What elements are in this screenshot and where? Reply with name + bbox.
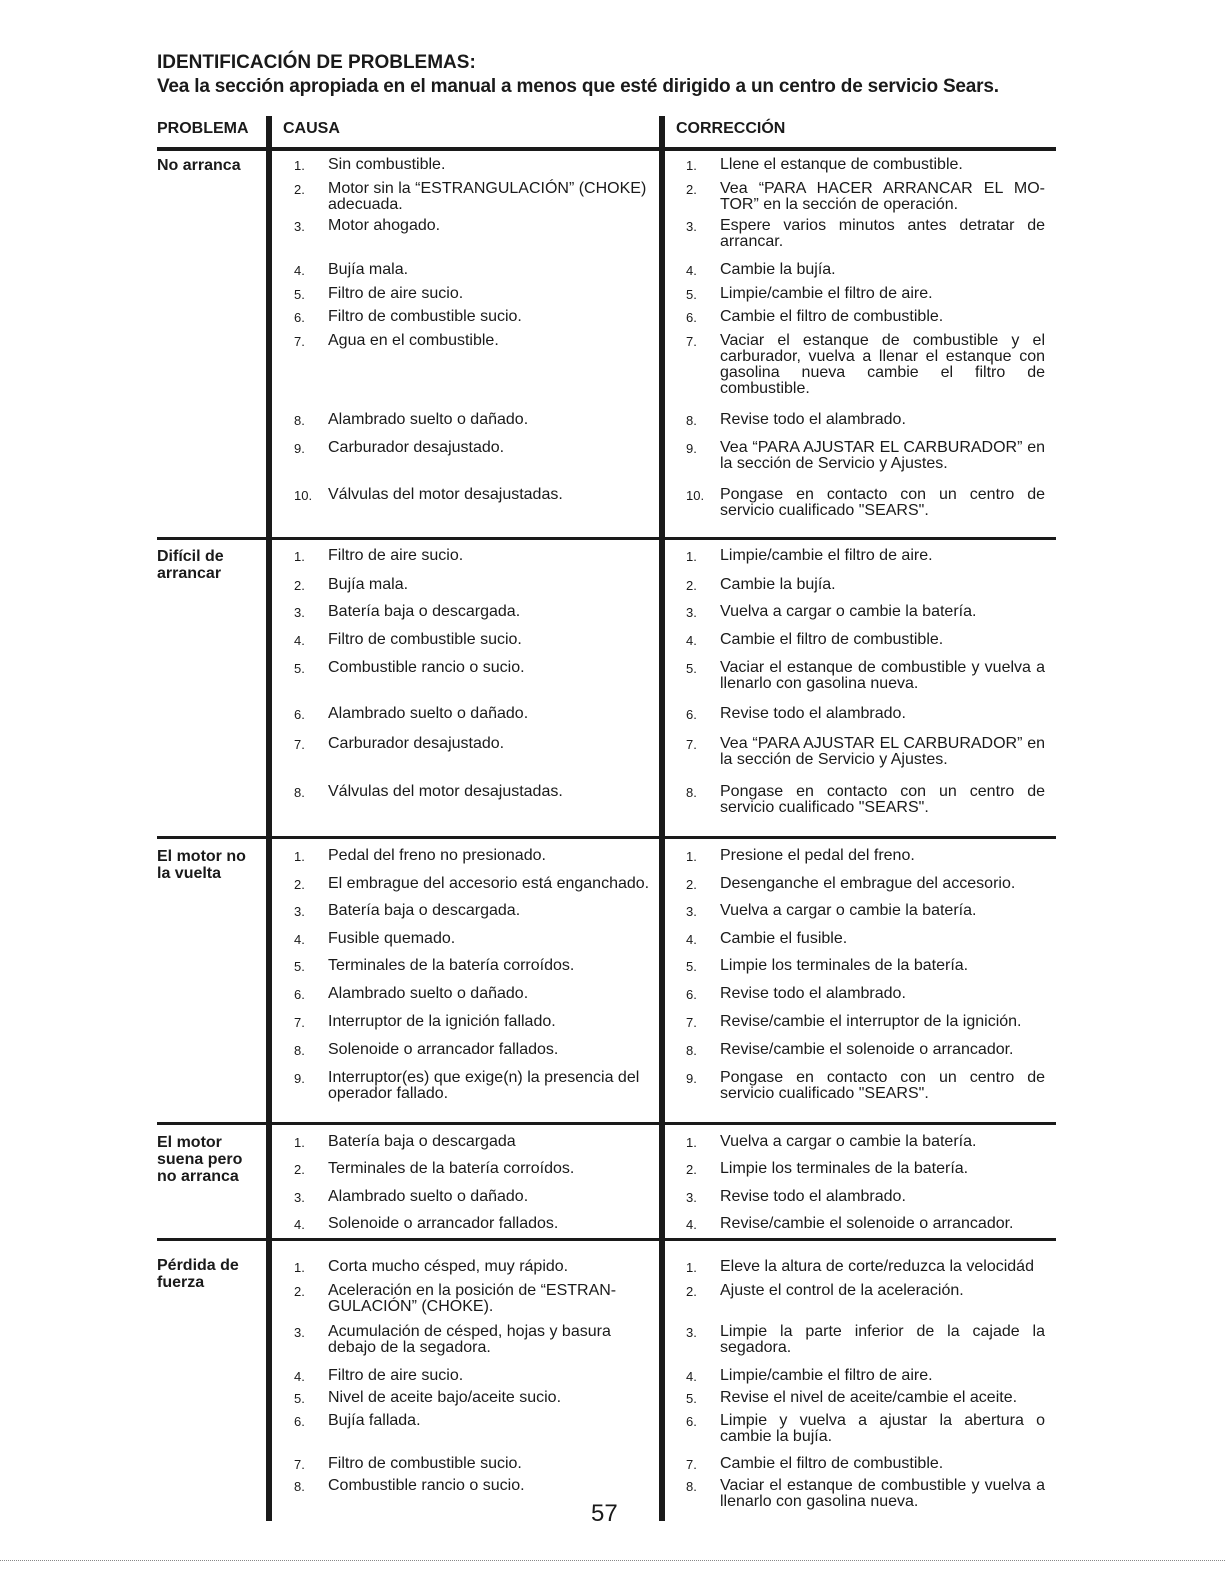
item-text: Eleve la altura de corte/reduzca la velocidád (720, 1258, 1034, 1275)
item-text: Cambie el filtro de combustible. (720, 308, 944, 325)
item-number: 1. (294, 1260, 305, 1275)
item-text: Llene el estanque de combustible. (720, 156, 963, 173)
item-text: Revise/cambie el solenoide o arrancador. (720, 1215, 1014, 1232)
item-number: 5. (294, 661, 305, 676)
item-text: Alambrado suelto o dañado. (328, 411, 529, 428)
item-text: Carburador desajustado. (328, 735, 505, 752)
item-text: Aceleración en la posición de “ESTRAN-GULACIÓN” (CHOKE). (328, 1282, 617, 1315)
item-text: Motor ahogado. (328, 217, 441, 234)
item-text: Espere varios minutos antes detratar de arrancar. (720, 217, 1045, 250)
item-number: 2. (294, 1162, 305, 1177)
item-number: 2. (686, 1284, 697, 1299)
item-number: 1. (294, 849, 305, 864)
item-text: Solenoide o arrancador fallados. (328, 1041, 559, 1058)
item-number: 7. (686, 1457, 697, 1472)
item-number: 10. (686, 488, 705, 503)
item-text: Válvulas del motor desajustadas. (328, 486, 563, 503)
item-number: 6. (686, 707, 697, 722)
item-number: 7. (294, 1457, 305, 1472)
item-number: 7. (686, 737, 697, 752)
item-number: 6. (294, 310, 305, 325)
item-number: 1. (686, 1260, 697, 1275)
item-text: Vaciar el estanque de combustible y vuelva a llenarlo con gasolina nueva. (720, 659, 1045, 692)
item-number: 3. (294, 219, 305, 234)
item-number: 3. (686, 1325, 697, 1340)
item-number: 3. (294, 1325, 305, 1340)
item-number: 9. (294, 441, 305, 456)
item-text: Batería baja o descargada (328, 1133, 516, 1150)
item-text: Filtro de combustible sucio. (328, 1455, 522, 1472)
item-text: Filtro de aire sucio. (328, 285, 464, 302)
problem-label: No arranca (157, 157, 241, 174)
page-number: 57 (591, 1500, 618, 1527)
item-number: 9. (294, 1071, 305, 1086)
item-text: Revise todo el alambrado. (720, 411, 906, 428)
problem-label: Pérdida de fuerza (157, 1257, 239, 1291)
item-number: 1. (294, 158, 305, 173)
item-number: 1. (686, 849, 697, 864)
item-text: Terminales de la batería corroídos. (328, 957, 575, 974)
item-text: Interruptor de la ignición fallado. (328, 1013, 556, 1030)
item-number: 4. (686, 263, 697, 278)
item-number: 3. (294, 605, 305, 620)
item-text: Pongase en contacto con un centro de servicio cualificado "SEARS". (720, 783, 1045, 816)
item-number: 6. (294, 1414, 305, 1429)
item-number: 8. (294, 1479, 305, 1494)
item-number: 1. (294, 1135, 305, 1150)
item-number: 2. (686, 182, 697, 197)
page-subtitle: Vea la sección apropiada en el manual a menos que esté dirigido a un centro de servicio Sears. (157, 76, 999, 97)
item-number: 5. (294, 959, 305, 974)
item-text: Carburador desajustado. (328, 439, 505, 456)
item-text: Batería baja o descargada. (328, 603, 521, 620)
item-text: Limpie la parte inferior de la cajade la segadora. (720, 1323, 1045, 1356)
item-number: 8. (686, 1479, 697, 1494)
item-text: Cambie el filtro de combustible. (720, 631, 944, 648)
item-text: Filtro de combustible sucio. (328, 631, 522, 648)
bottom-border (0, 1560, 1225, 1561)
item-number: 10. (294, 488, 313, 503)
item-text: Bujía fallada. (328, 1412, 421, 1429)
item-number: 7. (294, 1015, 305, 1030)
item-text: Combustible rancio o sucio. (328, 1477, 525, 1494)
item-text: Revise todo el alambrado. (720, 705, 906, 722)
item-text: Revise/cambie el interruptor de la ignición. (720, 1013, 1022, 1030)
item-text: Motor sin la “ESTRANGULACIÓN” (CHOKE) adecuada. (328, 180, 647, 213)
item-number: 4. (294, 1217, 305, 1232)
header-rule (157, 147, 1056, 151)
item-number: 3. (294, 904, 305, 919)
section-divider (157, 836, 1056, 839)
item-number: 2. (294, 1284, 305, 1299)
item-number: 8. (294, 1043, 305, 1058)
item-number: 2. (686, 578, 697, 593)
item-text: Filtro de combustible sucio. (328, 308, 522, 325)
item-text: Válvulas del motor desajustadas. (328, 783, 563, 800)
item-number: 9. (686, 1071, 697, 1086)
item-text: Cambie la bujía. (720, 261, 836, 278)
item-text: Bujía mala. (328, 576, 409, 593)
item-text: Cambie la bujía. (720, 576, 836, 593)
item-number: 5. (294, 287, 305, 302)
column-header-cause: CAUSA (283, 120, 340, 137)
item-text: Presione el pedal del freno. (720, 847, 915, 864)
item-text: Agua en el combustible. (328, 332, 499, 349)
column-divider-right (659, 116, 665, 1521)
item-number: 5. (294, 1391, 305, 1406)
problem-label: El motor no la vuelta (157, 848, 246, 882)
item-number: 7. (686, 1015, 697, 1030)
item-text: Combustible rancio o sucio. (328, 659, 525, 676)
item-number: 2. (294, 578, 305, 593)
item-number: 3. (686, 1190, 697, 1205)
item-text: Corta mucho césped, muy rápido. (328, 1258, 569, 1275)
item-text: Desenganche el embrague del accesorio. (720, 875, 1016, 892)
item-text: Interruptor(es) que exige(n) la presencia del operador fallado. (328, 1069, 640, 1102)
item-text: Alambrado suelto o dañado. (328, 1188, 529, 1205)
item-text: Batería baja o descargada. (328, 902, 521, 919)
item-text: Sin combustible. (328, 156, 446, 173)
item-text: Limpie y vuelva a ajustar la abertura o cambie la bujía. (720, 1412, 1045, 1445)
item-number: 1. (686, 549, 697, 564)
problem-label: Difícil de arrancar (157, 548, 224, 582)
item-text: Vea “PARA HACER ARRANCAR EL MO-TOR” en la sección de operación. (720, 180, 1045, 213)
item-text: Pongase en contacto con un centro de servicio cualificado "SEARS". (720, 486, 1045, 519)
section-divider (157, 1238, 1056, 1241)
section-divider (157, 1122, 1056, 1125)
item-text: Limpie los terminales de la batería. (720, 1160, 969, 1177)
item-number: 2. (686, 877, 697, 892)
item-number: 1. (686, 1135, 697, 1150)
column-header-problem: PROBLEMA (157, 120, 249, 137)
page-title: IDENTIFICACIÓN DE PROBLEMAS: (157, 52, 476, 73)
section-divider (157, 537, 1056, 540)
item-number: 3. (294, 1190, 305, 1205)
item-number: 5. (686, 661, 697, 676)
item-number: 8. (686, 785, 697, 800)
item-text: Alambrado suelto o dañado. (328, 705, 529, 722)
item-number: 4. (294, 1369, 305, 1384)
item-number: 8. (686, 413, 697, 428)
item-text: Filtro de aire sucio. (328, 1367, 464, 1384)
column-divider-left (266, 116, 272, 1521)
item-text: Revise todo el alambrado. (720, 1188, 906, 1205)
item-text: Fusible quemado. (328, 930, 456, 947)
item-number: 2. (686, 1162, 697, 1177)
item-text: Filtro de aire sucio. (328, 547, 464, 564)
item-text: Revise el nivel de aceite/cambie el aceite. (720, 1389, 1018, 1406)
item-number: 7. (686, 334, 697, 349)
item-text: Vuelva a cargar o cambie la batería. (720, 603, 977, 620)
item-text: Bujía mala. (328, 261, 409, 278)
item-text: Solenoide o arrancador fallados. (328, 1215, 559, 1232)
item-number: 3. (686, 605, 697, 620)
item-number: 2. (294, 182, 305, 197)
item-text: Limpie/cambie el filtro de aire. (720, 285, 933, 302)
item-number: 8. (686, 1043, 697, 1058)
item-number: 6. (686, 987, 697, 1002)
item-text: Vea “PARA AJUSTAR EL CARBURADOR” en la sección de Servicio y Ajustes. (720, 439, 1045, 472)
item-number: 3. (686, 219, 697, 234)
item-text: Vuelva a cargar o cambie la batería. (720, 1133, 977, 1150)
item-text: Revise todo el alambrado. (720, 985, 906, 1002)
item-text: Vea “PARA AJUSTAR EL CARBURADOR” en la sección de Servicio y Ajustes. (720, 735, 1045, 768)
item-number: 6. (294, 987, 305, 1002)
item-text: Nivel de aceite bajo/aceite sucio. (328, 1389, 562, 1406)
problem-label: El motor suena pero no arranca (157, 1134, 243, 1185)
item-number: 4. (686, 1217, 697, 1232)
item-number: 8. (294, 785, 305, 800)
item-text: Acumulación de césped, hojas y basura debajo de la segadora. (328, 1323, 611, 1356)
item-number: 8. (294, 413, 305, 428)
item-number: 4. (686, 932, 697, 947)
item-number: 9. (686, 441, 697, 456)
item-text: Vuelva a cargar o cambie la batería. (720, 902, 977, 919)
item-text: Limpie/cambie el filtro de aire. (720, 1367, 933, 1384)
item-number: 6. (686, 310, 697, 325)
item-text: Cambie el filtro de combustible. (720, 1455, 944, 1472)
item-number: 4. (294, 932, 305, 947)
item-text: Cambie el fusible. (720, 930, 848, 947)
item-text: Pedal del freno no presionado. (328, 847, 546, 864)
item-text: Vaciar el estanque de combustible y el carburador, vuelva a llenar el estanque con gasolina nueva cambie el filtro de combustible. (720, 332, 1045, 397)
item-number: 6. (294, 707, 305, 722)
item-text: Revise/cambie el solenoide o arrancador. (720, 1041, 1014, 1058)
item-number: 6. (686, 1414, 697, 1429)
item-number: 7. (294, 334, 305, 349)
item-text: Limpie/cambie el filtro de aire. (720, 547, 933, 564)
item-text: Vaciar el estanque de combustible y vuelva a llenarlo con gasolina nueva. (720, 1477, 1045, 1510)
item-number: 4. (294, 633, 305, 648)
item-text: Terminales de la batería corroídos. (328, 1160, 575, 1177)
item-text: Alambrado suelto o dañado. (328, 985, 529, 1002)
item-number: 3. (686, 904, 697, 919)
column-header-correction: CORRECCIÓN (676, 120, 786, 137)
item-number: 5. (686, 1391, 697, 1406)
item-number: 1. (686, 158, 697, 173)
item-text: El embrague del accesorio está enganchado. (328, 875, 650, 892)
item-number: 4. (686, 1369, 697, 1384)
item-text: Limpie los terminales de la batería. (720, 957, 969, 974)
item-number: 2. (294, 877, 305, 892)
item-text: Ajuste el control de la aceleración. (720, 1282, 964, 1299)
item-number: 1. (294, 549, 305, 564)
item-number: 4. (686, 633, 697, 648)
item-number: 7. (294, 737, 305, 752)
item-number: 5. (686, 959, 697, 974)
item-number: 4. (294, 263, 305, 278)
item-text: Pongase en contacto con un centro de servicio cualificado "SEARS". (720, 1069, 1045, 1102)
item-number: 5. (686, 287, 697, 302)
